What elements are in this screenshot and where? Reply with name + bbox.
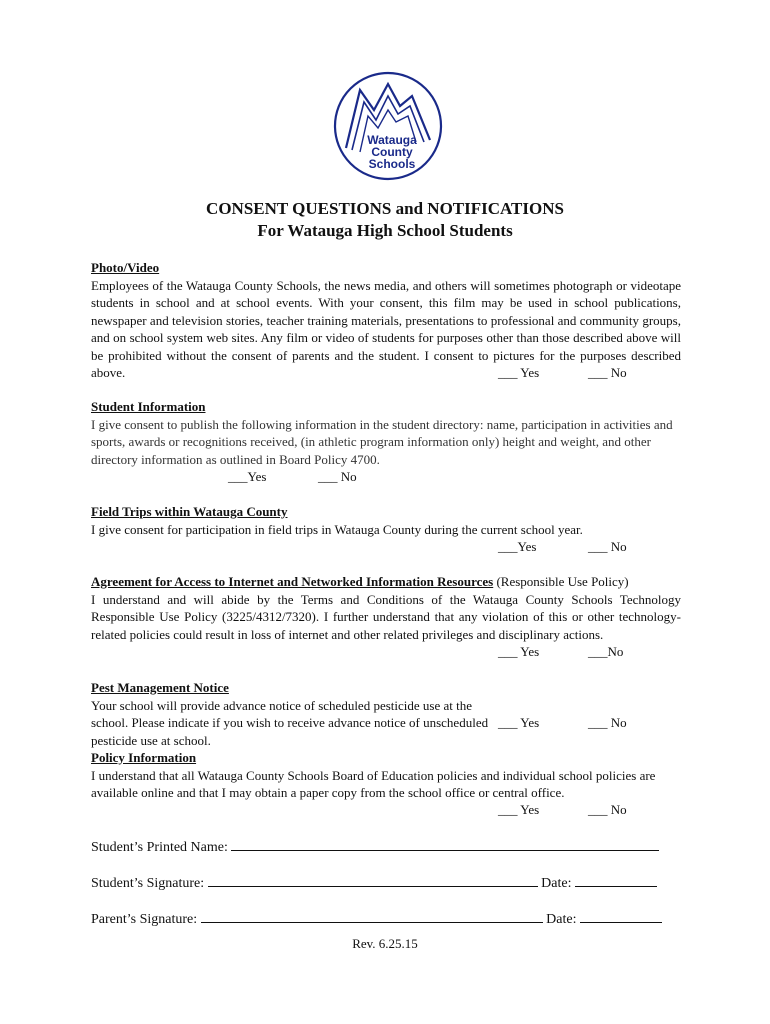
yes-option[interactable]: ___ Yes <box>498 802 540 817</box>
student-signature-label: Student’s Signature: <box>91 876 205 891</box>
no-option[interactable]: ___ No <box>588 715 627 730</box>
no-option[interactable]: ___ No <box>588 539 627 554</box>
parent-signature-field[interactable] <box>201 910 543 923</box>
student-signature-row <box>91 874 657 892</box>
watauga-county-schools-logo <box>332 70 444 182</box>
printed-name-row <box>91 838 659 856</box>
no-option[interactable]: ___ No <box>318 469 357 484</box>
section-text: I give consent to publish the following information in the student directory: name, participation in activities and sports, awards or recognitions received, (in athletic program information only) height and weight, and other directory information as outlined in Board Policy 4700. <box>91 416 673 467</box>
logo-text-line1: Watauga <box>367 133 417 147</box>
section-field-trips <box>91 503 681 554</box>
section-heading: Pest Management Notice <box>91 680 229 695</box>
form-title: CONSENT QUESTIONS and NOTIFICATIONS <box>206 199 564 218</box>
section-internet-access <box>91 573 681 659</box>
section-heading: Agreement for Access to Internet and Networked Information Resources <box>91 574 494 589</box>
student-signature-field[interactable] <box>208 874 538 887</box>
section-text: I understand and will abide by the Terms and Conditions of the Watauga County Schools Technology Responsible Use Policy (3225/4312/7320). I further understand that any violation of this or other technology-related policies could result in loss of internet and other related privileges and disciplinary actions. <box>91 591 681 642</box>
section-heading-row <box>91 573 681 591</box>
section-heading-suffix: (Responsible Use Policy) <box>493 574 629 589</box>
section-text: I understand that all Watauga County Schools Board of Education policies and individual school policies are available online and that I may obtain a paper copy from the school office or central office. <box>91 767 656 800</box>
logo-text-line3: Schools <box>368 157 416 171</box>
date-label: Date: <box>541 876 572 891</box>
section-policy-information <box>91 749 681 817</box>
parent-date-field[interactable] <box>580 910 662 923</box>
section-student-information <box>91 398 681 484</box>
section-heading: Student Information <box>91 399 206 414</box>
section-text: Your school will provide advance notice of scheduled pesticide use at the school. Please indicate if you wish to receive advance notice of unscheduled pesticide use at school. <box>91 697 489 748</box>
section-photo-video <box>91 259 681 382</box>
logo-text-line2: County <box>371 145 413 159</box>
parent-signature-row <box>91 910 662 928</box>
section-pest-management <box>91 679 681 749</box>
student-date-field[interactable] <box>575 874 657 887</box>
section-heading: Policy Information <box>91 750 197 765</box>
section-heading: Field Trips within Watauga County <box>91 504 288 519</box>
printed-name-label: Student’s Printed Name: <box>91 840 228 855</box>
photo-consent-text: Employees of the Watauga County Schools, the news media, and others will sometimes photograph or videotape students in school and at school events. With your consent, this film may be used in school publications, newspaper and television stories, teacher training materials, presentations to professional and community groups, and on school system web sites. Any film or video of students for purposes other than those described above will be prohibited without the consent of parents and the student. I consent to pictures for the purposes described above. <box>91 277 681 380</box>
yes-option[interactable]: ___ Yes <box>498 644 540 659</box>
no-option[interactable]: ___ No <box>588 802 627 817</box>
parent-signature-label: Parent’s Signature: <box>91 912 198 927</box>
revision-label: Rev. 6.25.15 <box>352 936 418 951</box>
yes-option[interactable]: ___Yes <box>228 469 267 484</box>
section-heading: Photo/Video <box>91 260 160 275</box>
yes-option[interactable]: ___ Yes <box>498 715 540 730</box>
printed-name-field[interactable] <box>231 838 659 851</box>
yes-option[interactable]: ___ Yes <box>498 365 540 380</box>
section-text: I give consent for participation in field trips in Watauga County during the current school year. <box>91 521 583 537</box>
no-option[interactable]: ___ No <box>588 365 627 380</box>
date-label: Date: <box>546 912 577 927</box>
yes-option[interactable]: ___Yes <box>498 539 537 554</box>
no-option[interactable]: ___No <box>588 644 624 659</box>
form-subtitle: For Watauga High School Students <box>257 221 513 240</box>
